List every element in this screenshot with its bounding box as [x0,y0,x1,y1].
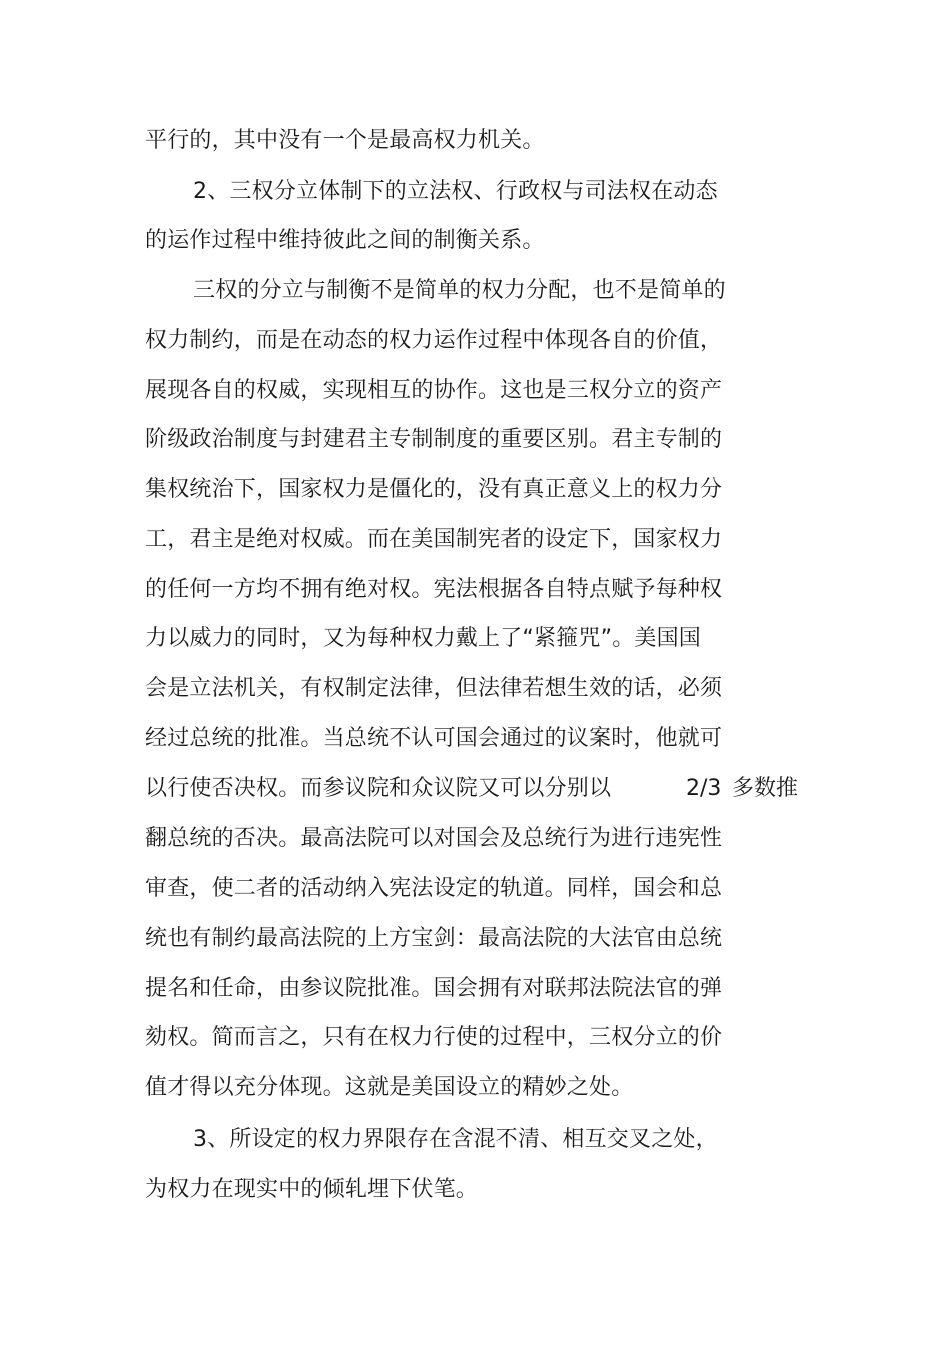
text-line: 平行的，其中没有一个是最高权力机关。 [145,128,545,153]
text-line: 为权力在现实中的倾轧埋下伏笔。 [145,1177,479,1202]
text-line: 劾权。简而言之，只有在权力行使的过程中，三权分立的价 [145,1025,723,1050]
text-line: 统也有制约最高法院的上方宝剑：最高法院的大法官由总统 [145,926,723,951]
text-line: 力以威力的同时，又为每种权力戴上了“紧箍咒”。美国国 [145,626,701,651]
text-line: 权力制约，而是在动态的权力运作过程中体现各自的价值， [145,328,723,353]
text-line: 以行使否决权。而参议院和众议院又可以分别以 [145,776,612,801]
text-line: 阶级政治制度与封建君主专制制度的重要区别。君主专制的 [145,427,723,452]
text-line: 翻总统的否决。最高法院可以对国会及总统行为进行违宪性 [145,826,723,851]
text-line: 值才得以充分体现。这就是美国设立的精妙之处。 [145,1075,634,1100]
text-line: 的任何一方均不拥有绝对权。宪法根据各自特点赋予每种权 [145,577,723,602]
text-line: 三权的分立与制衡不是简单的权力分配，也不是简单的 [193,278,726,303]
text-line: 经过总统的批准。当总统不认可国会通过的议案时，他就可 [145,726,723,751]
text-line: 会是立法机关，有权制定法律，但法律若想生效的话，必须 [145,676,723,701]
text-line: 工，君主是绝对权威。而在美国制宪者的设定下，国家权力 [145,527,723,552]
fraction-text: 2/3 [686,776,722,801]
text-line: 3、所设定的权力界限存在含混不清、相互交叉之处， [193,1127,718,1152]
text-line: 审查，使二者的活动纳入宪法设定的轨道。同样，国会和总 [145,876,723,901]
text-line: 2、三权分立体制下的立法权、行政权与司法权在动态 [193,179,718,204]
text-line: 提名和任命，由参议院批准。国会拥有对联邦法院法官的弹 [145,976,723,1001]
text-line: 的运作过程中维持彼此之间的制衡关系。 [145,228,545,253]
text-line: 展现各自的权威，实现相互的协作。这也是三权分立的资产 [145,378,723,403]
fraction-tail-text: 多数推 [732,776,799,801]
text-line: 集权统治下，国家权力是僵化的，没有真正意义上的权力分 [145,477,723,502]
